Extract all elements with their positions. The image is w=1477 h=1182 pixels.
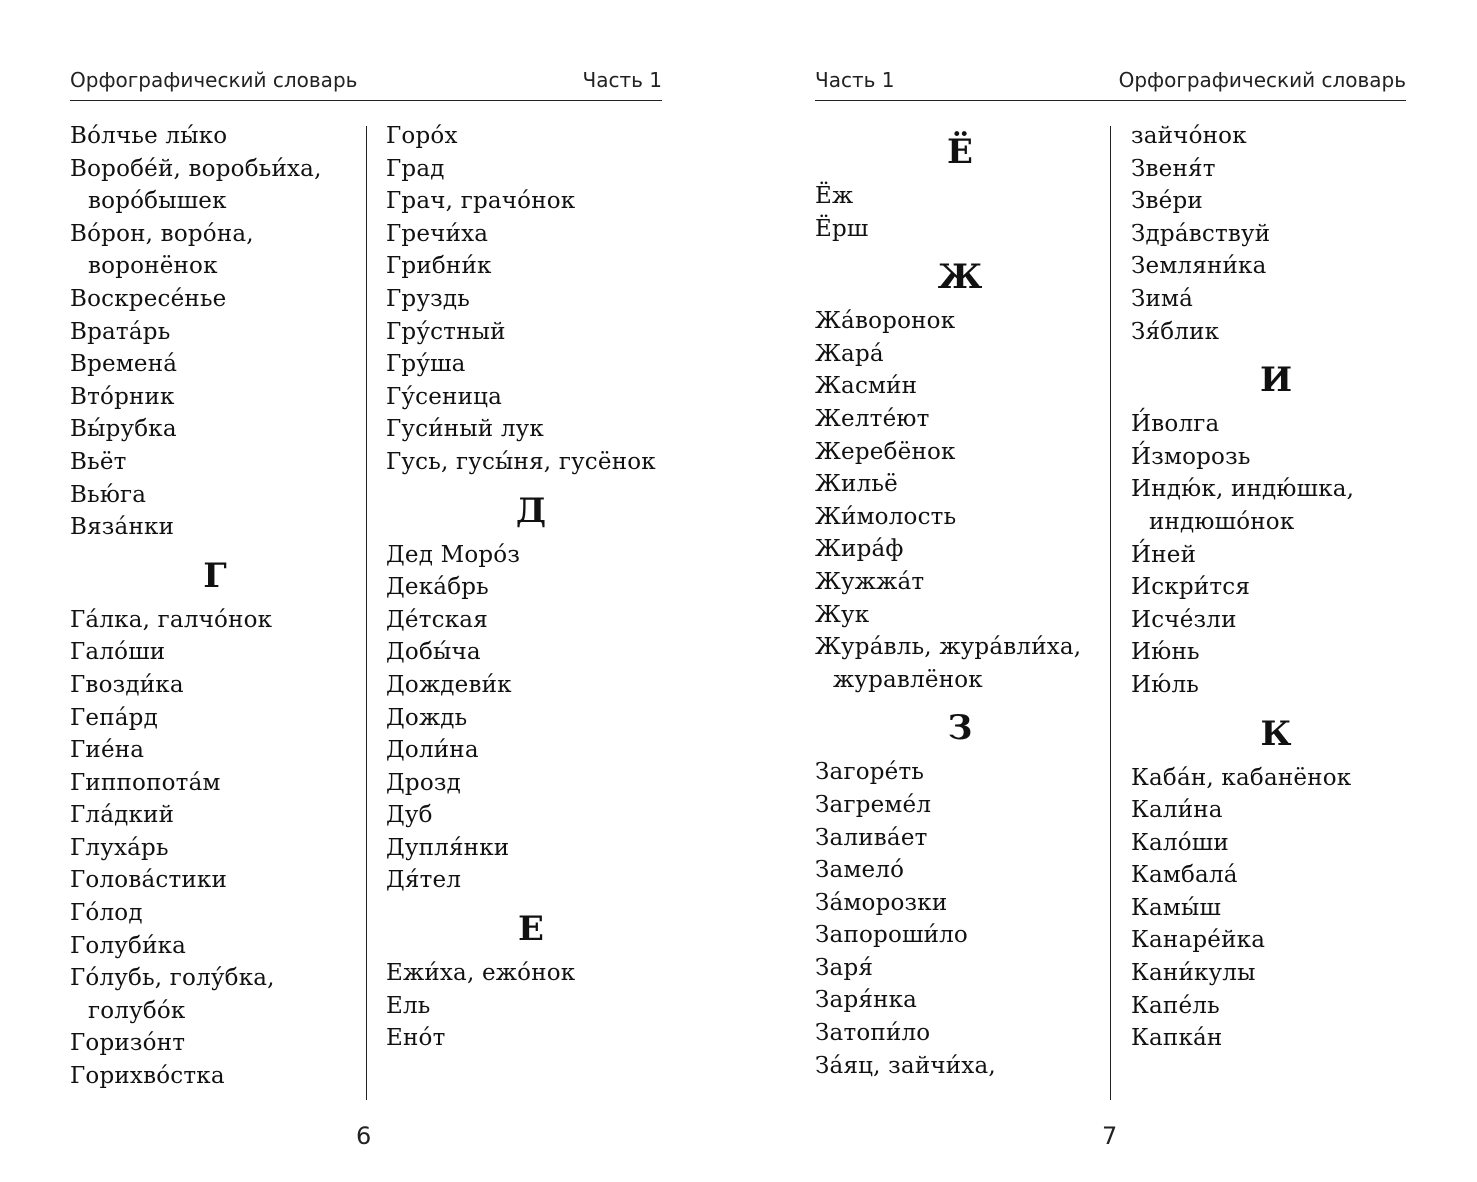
dictionary-entry: Затопи́ло [815, 1020, 931, 1047]
page-right [738, 0, 1477, 1182]
dictionary-entry: Го́лубь, голу́бка, голубо́к [70, 965, 275, 1024]
dictionary-entry: Ёрш [815, 215, 869, 242]
dictionary-entry: Кани́кулы [1131, 960, 1256, 987]
dictionary-entry: Индю́к, индю́шка, индюшо́нок [1131, 476, 1355, 535]
dictionary-entry: Жара́ [815, 340, 884, 367]
dictionary-entry: За́морозки [815, 889, 948, 916]
dictionary-entry: Жильё [815, 471, 898, 498]
dictionary-entry: Во́рон, воро́на, воронёнок [70, 220, 254, 280]
dictionary-entry: Вы́рубка [70, 416, 177, 443]
dictionary-entry: Канаре́йка [1131, 927, 1266, 954]
page-left [0, 0, 738, 1182]
dictionary-entry: Желте́ют [815, 405, 930, 432]
dictionary-entry: Дуб [386, 802, 433, 829]
dictionary-entry: Жи́молость [815, 503, 957, 530]
dictionary-entry: Грибни́к [386, 253, 492, 280]
dictionary-entry: Зве́ри [1131, 188, 1203, 215]
dictionary-column-1 [70, 120, 360, 1093]
dictionary-entry: Загреме́л [815, 791, 932, 818]
dictionary-entry: Камбала́ [1131, 862, 1238, 889]
dictionary-entry: Га́лка, галчо́нок [70, 606, 273, 633]
dictionary-entry: Капе́ль [1131, 992, 1220, 1019]
dictionary-entry: Гусь, гусы́ня, гусёнок [386, 448, 656, 475]
page-number: 6 [356, 1122, 372, 1150]
section-letter: К [1260, 713, 1292, 754]
dictionary-entry: Исче́зли [1131, 606, 1237, 633]
header-part: Часть 1 [815, 68, 895, 92]
dictionary-entry: Дед Моро́з [386, 541, 521, 568]
dictionary-entry: Вто́рник [70, 383, 175, 410]
dictionary-entry: Вью́га [70, 481, 147, 508]
dictionary-entry: Жужжа́т [815, 568, 925, 595]
dictionary-entry: Земляни́ка [1131, 253, 1267, 280]
dictionary-entry: Вьёт [70, 448, 127, 475]
dictionary-entry: Во́лчье лы́ко [70, 123, 228, 149]
dictionary-entry: Заря́ [815, 954, 874, 981]
dictionary-entry: Гуси́ный лук [386, 416, 544, 443]
dictionary-entry: Гвозди́ка [70, 671, 184, 698]
dictionary-entry: Гие́на [70, 737, 145, 764]
dictionary-entry: Гру́ша [386, 351, 466, 378]
dictionary-entry: Ию́нь [1131, 639, 1200, 666]
dictionary-column-2 [386, 120, 676, 1055]
dictionary-entry: Воскресе́нье [70, 285, 227, 312]
dictionary-entry: Ию́ль [1131, 671, 1200, 698]
dictionary-entry: Воробе́й, воробьи́ха, воро́бышек [70, 155, 322, 215]
dictionary-entry: Гало́ши [70, 639, 166, 666]
dictionary-entry: Запороши́ло [815, 922, 968, 949]
dictionary-entry: Горихво́стка [70, 1063, 225, 1090]
page-number: 7 [1102, 1122, 1118, 1150]
dictionary-column-1 [815, 120, 1105, 1082]
dictionary-entry: Заря́нка [815, 987, 918, 1014]
dictionary-entry: И́зморозь [1131, 443, 1251, 470]
section-letter: Д [515, 490, 547, 531]
dictionary-entry: Кали́на [1131, 797, 1223, 824]
dictionary-entry: Зя́блик [1131, 318, 1220, 345]
dictionary-entry: Жура́вль, жура́вли́ха, журавлёнок [815, 634, 1082, 693]
dictionary-entry: Гру́стный [386, 318, 506, 345]
dictionary-entry: Замело́ [815, 857, 905, 884]
dictionary-entry: Ёж [815, 183, 854, 209]
dictionary-entry: Искри́тся [1131, 574, 1251, 601]
dictionary-entry: Груздь [386, 285, 470, 312]
dictionary-entry: зайчо́нок [1131, 123, 1247, 149]
dictionary-entry: И́волга [1131, 411, 1220, 438]
dictionary-entry: Ежи́ха, ежо́нок [386, 960, 576, 987]
dictionary-entry: Де́тская [386, 606, 488, 633]
column-divider [1110, 126, 1111, 1100]
dictionary-entry: Гу́сеница [386, 383, 503, 410]
dictionary-entry: Капка́н [1131, 1025, 1223, 1052]
header-title: Орфографический словарь [70, 68, 358, 92]
page-header [815, 66, 1406, 101]
dictionary-entry: Глуха́рь [70, 834, 169, 861]
dictionary-entry: Гла́дкий [70, 802, 175, 829]
dictionary-entry: Голуби́ка [70, 932, 187, 959]
dictionary-entry: Дрозд [386, 769, 461, 796]
dictionary-entry: Добы́ча [386, 639, 481, 666]
dictionary-entry: За́яц, зайчи́ха, [815, 1052, 996, 1079]
dictionary-entry: Гиппопота́м [70, 769, 221, 796]
dictionary-entry: Жа́воронок [815, 308, 956, 335]
dictionary-entry: Голова́стики [70, 867, 228, 894]
dictionary-entry: Жасми́н [815, 373, 918, 400]
section-letter: Ё [947, 132, 973, 172]
section-letter: И [1259, 360, 1293, 401]
dictionary-entry: Камы́ш [1131, 894, 1222, 921]
dictionary-entry: Гречи́ха [386, 220, 489, 247]
section-letter: З [947, 708, 973, 749]
dictionary-column-2 [1131, 120, 1421, 1055]
dictionary-entry: Кало́ши [1131, 829, 1229, 856]
dictionary-entry: Доли́на [386, 737, 479, 764]
dictionary-entry: Дека́брь [386, 574, 489, 601]
dictionary-entry: Здра́вствуй [1131, 220, 1271, 247]
dictionary-entry: Дождеви́к [386, 671, 512, 698]
dictionary-entry: Врата́рь [70, 318, 171, 345]
dictionary-entry: Дя́тел [386, 867, 462, 894]
dictionary-entry: Зима́ [1131, 285, 1194, 312]
dictionary-entry: Жук [815, 601, 870, 628]
dictionary-entry: Дупля́нки [386, 834, 510, 861]
page-header [70, 66, 662, 101]
header-part: Часть 1 [582, 68, 662, 92]
header-title: Орфографический словарь [1118, 68, 1406, 92]
dictionary-entry: Град [386, 155, 445, 182]
dictionary-entry: И́ней [1131, 541, 1197, 568]
section-letter: Ж [937, 257, 983, 298]
dictionary-entry: Гепа́рд [70, 704, 158, 731]
dictionary-entry: Загоре́ть [815, 759, 925, 786]
dictionary-entry: Жеребёнок [815, 438, 956, 465]
section-letter: Е [518, 909, 544, 950]
dictionary-entry: Ено́т [386, 1025, 446, 1052]
dictionary-entry: Горизо́нт [70, 1030, 186, 1057]
section-letter: Г [203, 555, 227, 596]
dictionary-entry: Грач, грачо́нок [386, 188, 576, 215]
dictionary-entry: Времена́ [70, 351, 178, 378]
dictionary-entry: Го́лод [70, 900, 143, 927]
dictionary-entry: Горо́х [386, 123, 458, 149]
dictionary-entry: Ель [386, 992, 431, 1019]
dictionary-entry: Каба́н, кабанёнок [1131, 764, 1352, 791]
dictionary-entry: Залива́ет [815, 824, 928, 851]
dictionary-entry: Жира́ф [815, 536, 904, 563]
column-divider [366, 126, 367, 1100]
dictionary-entry: Вяза́нки [70, 514, 175, 541]
dictionary-entry: Звеня́т [1131, 155, 1216, 182]
dictionary-entry: Дождь [386, 704, 468, 731]
